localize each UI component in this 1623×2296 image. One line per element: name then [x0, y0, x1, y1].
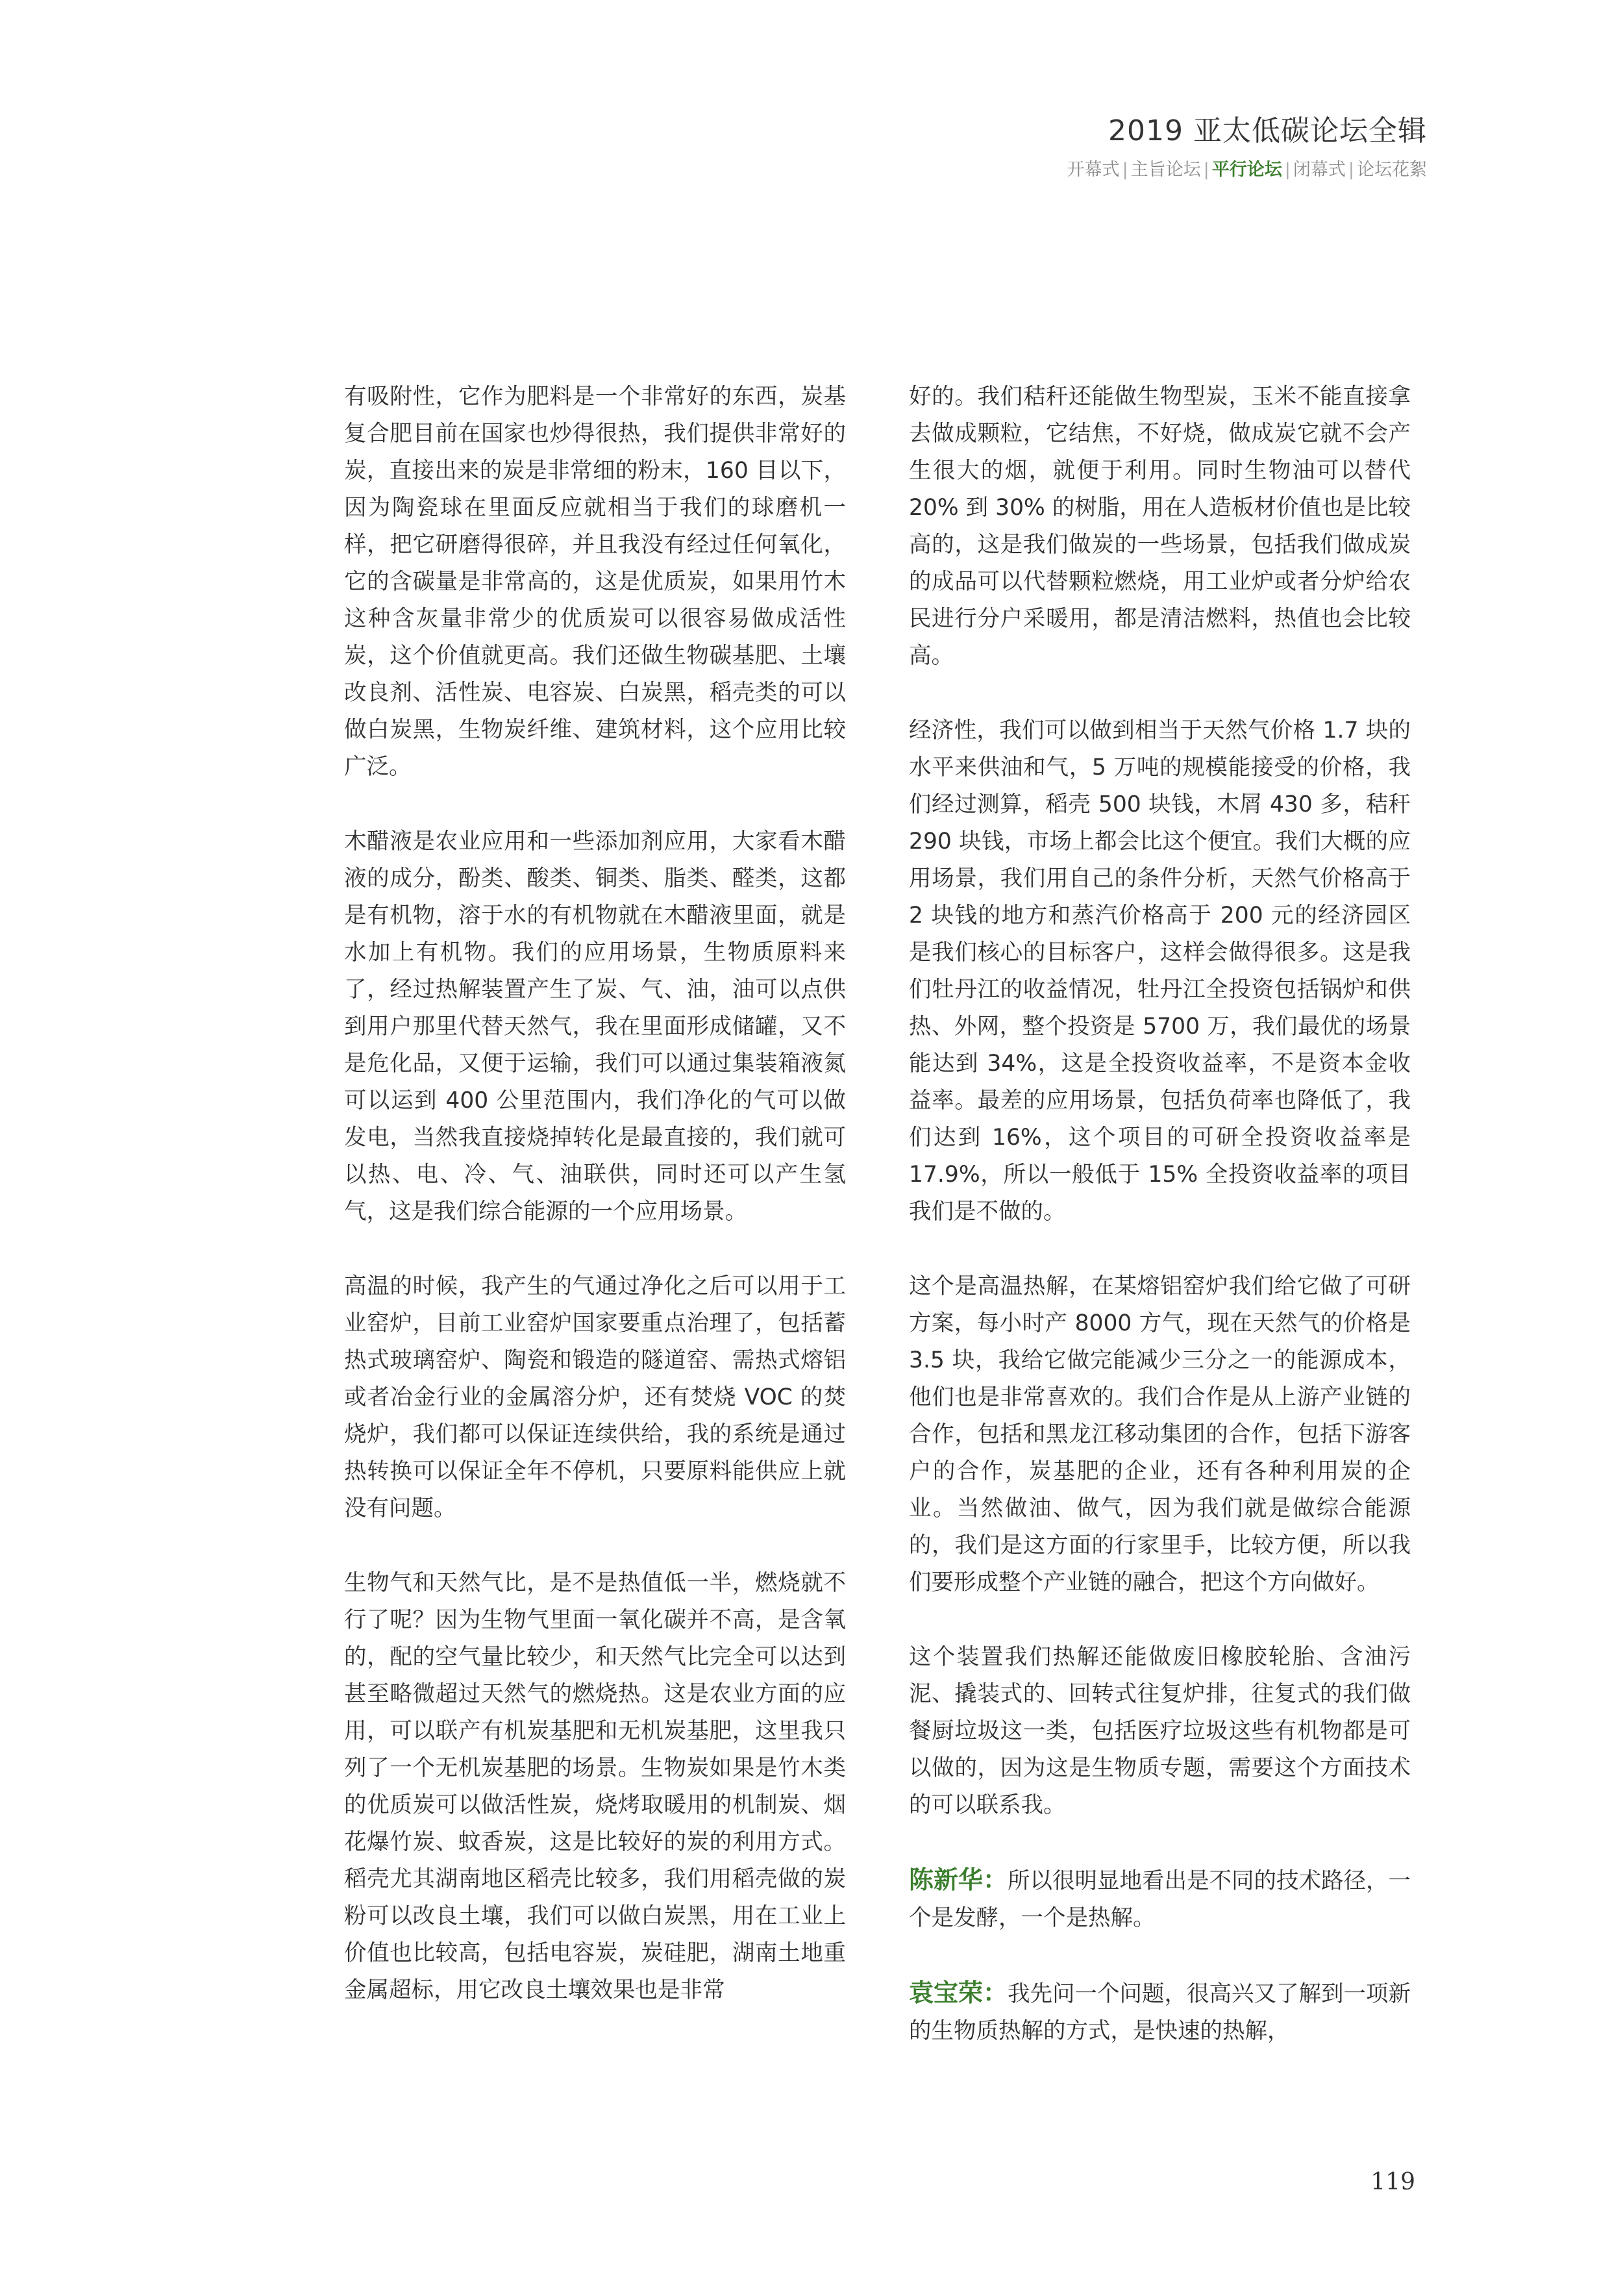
nav-item-parallel-forum[interactable]: 平行论坛	[1211, 160, 1282, 180]
page-number: 119	[1370, 2169, 1415, 2195]
right-column	[909, 379, 1411, 2088]
page-header	[1067, 112, 1427, 183]
nav-item-highlights[interactable]: 论坛花絮	[1357, 160, 1427, 180]
speaker-name: 陈新华：	[909, 1866, 1008, 1894]
paragraph: 高温的时候，我产生的气通过净化之后可以用于工业窑炉，目前工业窑炉国家要重点治理了，包括蓄热式玻璃窑炉、陶瓷和锻造的隧道窑、需热式熔铝或者冶金行业的金属溶分炉，还有焚烧 VOC 的焚烧炉，我们都可以保证连续供给，我的系统是通过热转换可以保证全年不停机，只要原料能供应上就没有问题。	[344, 1273, 846, 1521]
nav-item-keynote[interactable]: 主旨论坛	[1130, 160, 1201, 180]
paragraph: 有吸附性，它作为肥料是一个非常好的东西，炭基复合肥目前在国家也炒得很热，我们提供非常好的炭，直接出来的炭是非常细的粉末，160 目以下，因为陶瓷球在里面反应就相当于我们的球磨机一样，把它研磨得很碎，并且我没有经过任何氧化，它的含碳量是非常高的，这是优质炭，如果用竹木这种含灰量非常少的优质炭可以很容易做成活性炭，这个价值就更高。我们还做生物碳基肥、土壤改良剂、活性炭、电容炭、白炭黑，稻壳类的可以做白炭黑，生物炭纤维、建筑材料，这个应用比较广泛。	[344, 384, 846, 780]
dialogue-paragraph	[909, 1862, 1411, 1937]
speaker-text: 我先问一个问题，很高兴又了解到一项新的生物质热解的方式，是快速的热解，	[909, 1981, 1411, 2044]
paragraph: 经济性，我们可以做到相当于天然气价格 1.7 块的水平来供油和气，5 万吨的规模能接受的价格，我们经过测算，稻壳 500 块钱，木屑 430 多，秸秆 290 块钱，市场上都会比这个便宜。我们大概的应用场景，我们用自己的条件分析，天然气价格高于 2 块钱的地方和蒸汽价格高于 200 元的经济园区是我们核心的目标客户，这样会做得很多。这是我们牡丹江的收益情况，牡丹江全投资包括锅炉和供热、外网，整个投资是 5700 万，我们最优的场景能达到 34%，这是全投资收益率，不是资本金收益率。最差的应用场景，包括负荷率也降低了，我们达到 16%，这个项目的可研全投资收益率是 17.9%，所以一般低于 15% 全投资收益率的项目我们是不做的。	[909, 718, 1411, 1225]
dialogue-paragraph	[909, 1975, 1411, 2050]
left-column	[344, 379, 846, 2047]
paragraph: 这个装置我们热解还能做废旧橡胶轮胎、含油污泥、撬装式的、回转式往复炉排，往复式的我们做餐厨垃圾这一类，包括医疗垃圾这些有机物都是可以做的，因为这是生物质专题，需要这个方面技术的可以联系我。	[909, 1644, 1411, 1818]
paragraph: 这个是高温热解，在某熔铝窑炉我们给它做了可研方案，每小时产 8000 方气，现在天然气的价格是 3.5 块，我给它做完能减少三分之一的能源成本，他们也是非常喜欢的。我们合作是从上游产业链的合作，包括和黑龙江移动集团的合作，包括下游客户的合作，炭基肥的企业，还有各种利用炭的企业。当然做油、做气，因为我们就是做综合能源的，我们是这方面的行家里手，比较方便，所以我们要形成整个产业链的融合，把这个方向做好。	[909, 1273, 1411, 1595]
speaker-text: 所以很明显地看出是不同的技术路径，一个是发酵，一个是热解。	[909, 1868, 1411, 1931]
speaker-name: 袁宝荣：	[909, 1978, 1008, 2007]
paragraph: 木醋液是农业应用和一些添加剂应用，大家看木醋液的成分，酚类、酸类、铜类、脂类、醛类，这都是有机物，溶于水的有机物就在木醋液里面，就是水加上有机物。我们的应用场景，生物质原料来了，经过热解装置产生了炭、气、油，油可以点供到用户那里代替天然气，我在里面形成储罐，又不是危化品，又便于运输，我们可以通过集装箱液氮可以运到 400 公里范围内，我们净化的气可以做发电，当然我直接烧掉转化是最直接的，我们就可以热、电、冷、气、油联供，同时还可以产生氢气，这是我们综合能源的一个应用场景。	[344, 829, 846, 1225]
paragraph: 生物气和天然气比，是不是热值低一半，燃烧就不行了呢？因为生物气里面一氧化碳并不高，是含氧的，配的空气量比较少，和天然气比完全可以达到甚至略微超过天然气的燃烧热。这是农业方面的应用，可以联产有机炭基肥和无机炭基肥，这里我只列了一个无机炭基肥的场景。生物炭如果是竹木类的优质炭可以做活性炭，烧烤取暖用的机制炭、烟花爆竹炭、蚊香炭，这是比较好的炭的利用方式。稻壳尤其湖南地区稻壳比较多，我们用稻壳做的炭粉可以改良土壤，我们可以做白炭黑，用在工业上价值也比较高，包括电容炭，炭硅肥，湖南土地重金属超标，用它改良土壤效果也是非常	[344, 1570, 846, 2003]
section-nav: 开幕式 | 主旨论坛 | 平行论坛 | 闭幕式 | 论坛花絮	[1067, 160, 1427, 180]
paragraph: 好的。我们秸秆还能做生物型炭，玉米不能直接拿去做成颗粒，它结焦，不好烧，做成炭它就不会产生很大的烟，就便于利用。同时生物油可以替代 20% 到 30% 的树脂，用在人造板材价值也是比较高的，这是我们做炭的一些场景，包括我们做成炭的成品可以代替颗粒燃烧，用工业炉或者分炉给农民进行分户采暖用，都是清洁燃料，热值也会比较高。	[909, 384, 1411, 669]
book-title: 2019 亚太低碳论坛全辑	[1108, 114, 1427, 147]
nav-item-opening[interactable]: 开幕式	[1067, 160, 1120, 180]
nav-item-closing[interactable]: 闭幕式	[1293, 160, 1346, 180]
